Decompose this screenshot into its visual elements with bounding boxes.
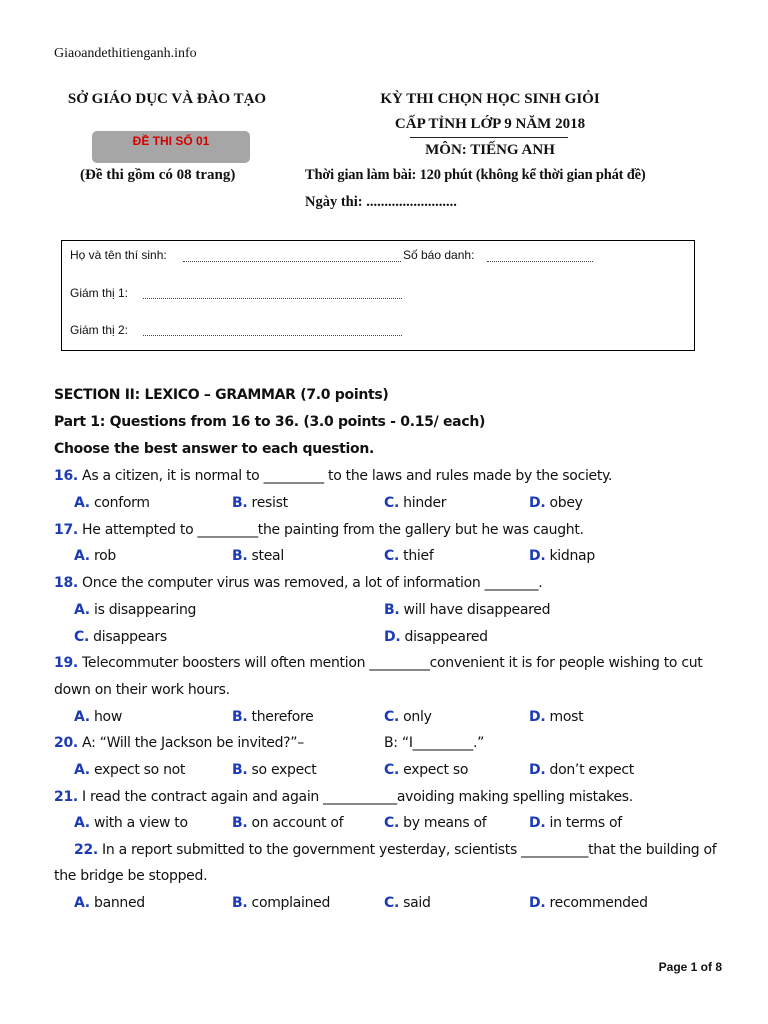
question-19-cont: down on their work hours.: [54, 682, 230, 698]
section-title: SECTION II: LEXICO – GRAMMAR (7.0 points): [54, 387, 389, 403]
option-21-c[interactable]: C. by means of: [384, 815, 487, 831]
candidate-id-label: Số báo danh:: [403, 248, 475, 262]
option-19-b[interactable]: B. therefore: [232, 709, 314, 725]
option-17-b[interactable]: B. steal: [232, 548, 284, 564]
candidate-name-field[interactable]: [183, 261, 401, 262]
question-21: 21. I read the contract again and again ___________avoiding making spelling mistakes.: [54, 789, 633, 805]
exam-badge: ĐỀ THI SỐ 01: [92, 131, 250, 163]
exam-level: CẤP TỈNH LỚP 9 NĂM 2018: [394, 116, 586, 132]
option-21-d[interactable]: D. in terms of: [529, 815, 622, 831]
question-19: 19. Telecommuter boosters will often mention _________convenient it is for people wishing to cut: [54, 655, 703, 671]
question-20: 20. A: “Will the Jackson be invited?”–: [54, 735, 304, 751]
option-20-a[interactable]: A. expect so not: [74, 762, 186, 778]
option-17-d[interactable]: D. kidnap: [529, 548, 595, 564]
option-16-d[interactable]: D. obey: [529, 495, 583, 511]
question-22-cont: the bridge be stopped.: [54, 868, 208, 884]
proctor1-label: Giám thị 1:: [70, 286, 129, 300]
question-18: 18. Once the computer virus was removed, a lot of information ________.: [54, 575, 543, 591]
option-19-c[interactable]: C. only: [384, 709, 432, 725]
option-21-b[interactable]: B. on account of: [232, 815, 344, 831]
part-title: Part 1: Questions from 16 to 36. (3.0 points - 0.15/ each): [54, 414, 486, 430]
option-17-c[interactable]: C. thief: [384, 548, 434, 564]
department-title: SỞ GIÁO DỤC VÀ ĐÀO TẠO: [67, 91, 267, 107]
exam-subject: MÔN: TIẾNG ANH: [425, 142, 555, 158]
candidate-name-label: Họ và tên thí sinh:: [70, 248, 167, 262]
proctor2-field[interactable]: [143, 335, 402, 336]
option-18-d[interactable]: D. disappeared: [384, 629, 488, 645]
option-16-c[interactable]: C. hinder: [384, 495, 447, 511]
option-22-a[interactable]: A. banned: [74, 895, 145, 911]
option-21-a[interactable]: A. with a view to: [74, 815, 188, 831]
exam-time: Thời gian làm bài: 120 phút (không kể thời gian phát đề): [305, 167, 646, 183]
question-20-b: B: “I_________.”: [384, 735, 485, 751]
header-rule: [410, 137, 568, 138]
exam-date: Ngày thi: .........................: [305, 194, 457, 210]
option-20-c[interactable]: C. expect so: [384, 762, 469, 778]
option-18-c[interactable]: C. disappears: [74, 629, 167, 645]
option-22-d[interactable]: D. recommended: [529, 895, 648, 911]
question-16: 16. As a citizen, it is normal to _________ to the laws and rules made by the society.: [54, 468, 613, 484]
option-20-d[interactable]: D. don’t expect: [529, 762, 634, 778]
proctor2-label: Giám thị 2:: [70, 323, 129, 337]
candidate-id-field[interactable]: [487, 261, 593, 262]
pages-note: (Đề thi gồm có 08 trang): [80, 167, 236, 183]
option-22-c[interactable]: C. said: [384, 895, 431, 911]
option-16-a[interactable]: A. conform: [74, 495, 150, 511]
option-22-b[interactable]: B. complained: [232, 895, 331, 911]
page-number: Page 1 of 8: [658, 960, 722, 974]
option-16-b[interactable]: B. resist: [232, 495, 288, 511]
option-19-a[interactable]: A. how: [74, 709, 122, 725]
option-18-a[interactable]: A. is disappearing: [74, 602, 197, 618]
question-22: 22. In a report submitted to the government yesterday, scientists __________that the building of: [74, 842, 717, 858]
instruction: Choose the best answer to each question.: [54, 441, 375, 457]
exam-title: KỲ THI CHỌN HỌC SINH GIỎI: [380, 91, 600, 107]
proctor1-field[interactable]: [143, 298, 402, 299]
question-17: 17. He attempted to _________the painting from the gallery but he was caught.: [54, 522, 584, 538]
option-17-a[interactable]: A. rob: [74, 548, 116, 564]
option-19-d[interactable]: D. most: [529, 709, 584, 725]
site-name: Giaoandethitienganh.info: [54, 46, 197, 61]
option-18-b[interactable]: B. will have disappeared: [384, 602, 551, 618]
option-20-b[interactable]: B. so expect: [232, 762, 317, 778]
